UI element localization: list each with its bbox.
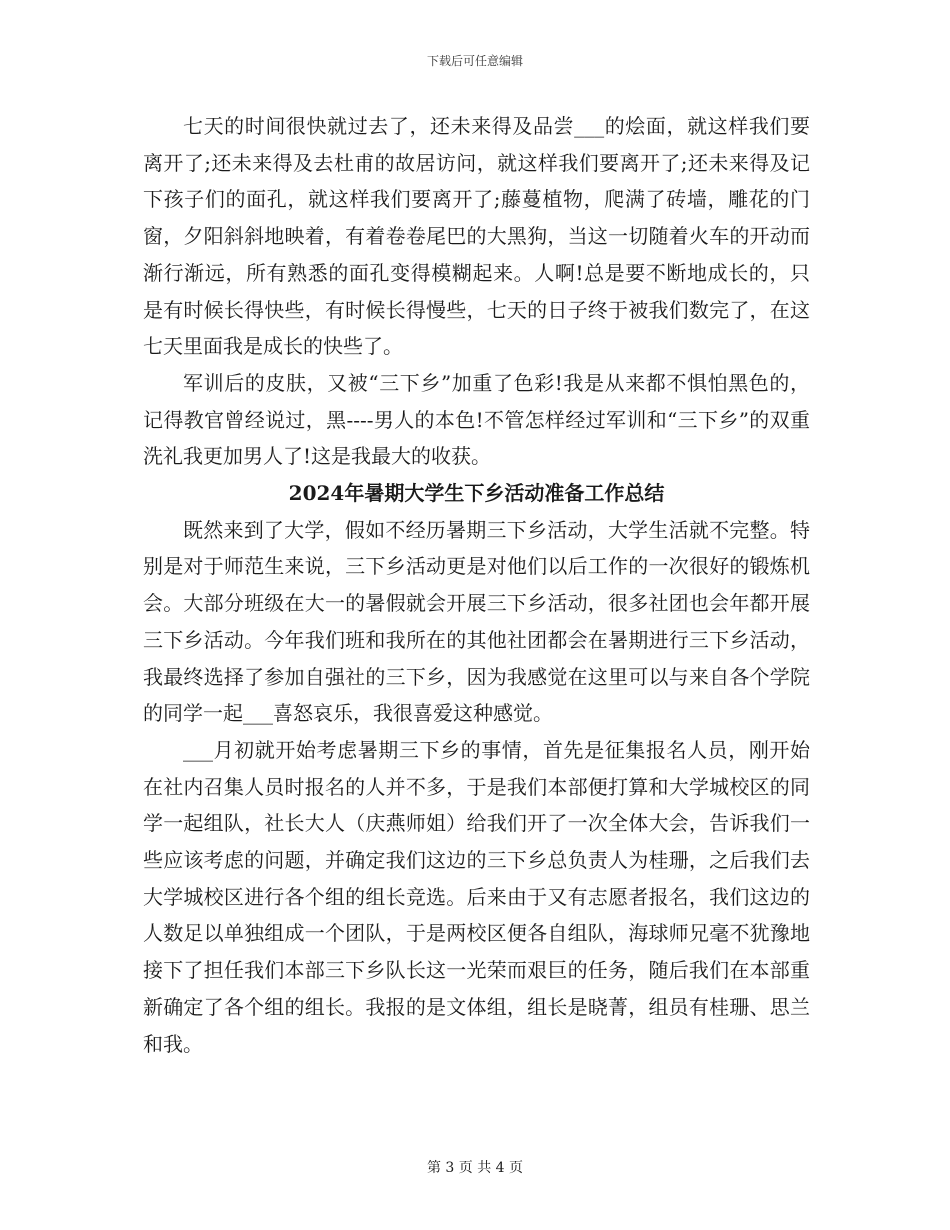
page-header: 下载后可任意编辑 <box>426 54 523 68</box>
paragraph: ___月初就开始考虑暑期三下乡的事情，首先是征集报名人员，刚开始在社内召集人员时报名的人并不多，于是我们本部便打算和大学城校区的同学一起组队，社长大人（庆燕师姐）给我们开了一次全体大会，告诉我们一些应该考虑的问题，并确定我们这边的三下乡总负责人为桂珊，之后我们去大学城校区进行各个组的组长竞选。后来由于又有志愿者报名，我们这边的人数足以单独组成一个团队，于是两校区便各自组队，海球师兄毫不犹豫地接下了担任我们本部三下乡队长这一光荣而艰巨的任务，随后我们在本部重新确定了各个组的组长。我报的是文体组，组长是晓菁，组员有桂珊、思兰和我。 <box>143 737 810 1056</box>
document-body <box>143 108 810 1062</box>
paragraph: 七天的时间很快就过去了，还未来得及品尝___的烩面，就这样我们要离开了;还未来得及去杜甫的故居访问，就这样我们要离开了;还未来得及记下孩子们的面孔，就这样我们要离开了;藤蔓植物，爬满了砖墙，雕花的门窗，夕阳斜斜地映着，有着卷卷尾巴的大黑狗，当这一切随着火车的开动而渐行渐远，所有熟悉的面孔变得模糊起来。人啊!总是要不断地成长的，只是有时候长得快些，有时候长得慢些，七天的日子终于被我们数完了，在这七天里面我是成长的快些了。 <box>143 114 810 359</box>
page-footer: 第 3 页 共 4 页 <box>426 1160 524 1176</box>
section-title: 2024年暑期大学生下乡活动准备工作总结 <box>288 481 665 506</box>
paragraph: 军训后的皮肤，又被“三下乡”加重了色彩!我是从来都不惧怕黑色的，记得教官曾经说过，黑----男人的本色!不管怎样经过军训和“三下乡”的双重洗礼我更加男人了!这是我最大的收获。 <box>143 370 810 469</box>
paragraph: 既然来到了大学，假如不经历暑期三下乡活动，大学生活就不完整。特别是对于师范生来说，三下乡活动更是对他们以后工作的一次很好的锻炼机会。大部分班级在大一的暑假就会开展三下乡活动，很多社团也会年都开展三下乡活动。今年我们班和我所在的其他社团都会在暑期进行三下乡活动，我最终选择了参加自强社的三下乡，因为我感觉在这里可以与来自各个学院的同学一起___喜怒哀乐，我很喜爱这种感觉。 <box>143 517 810 726</box>
